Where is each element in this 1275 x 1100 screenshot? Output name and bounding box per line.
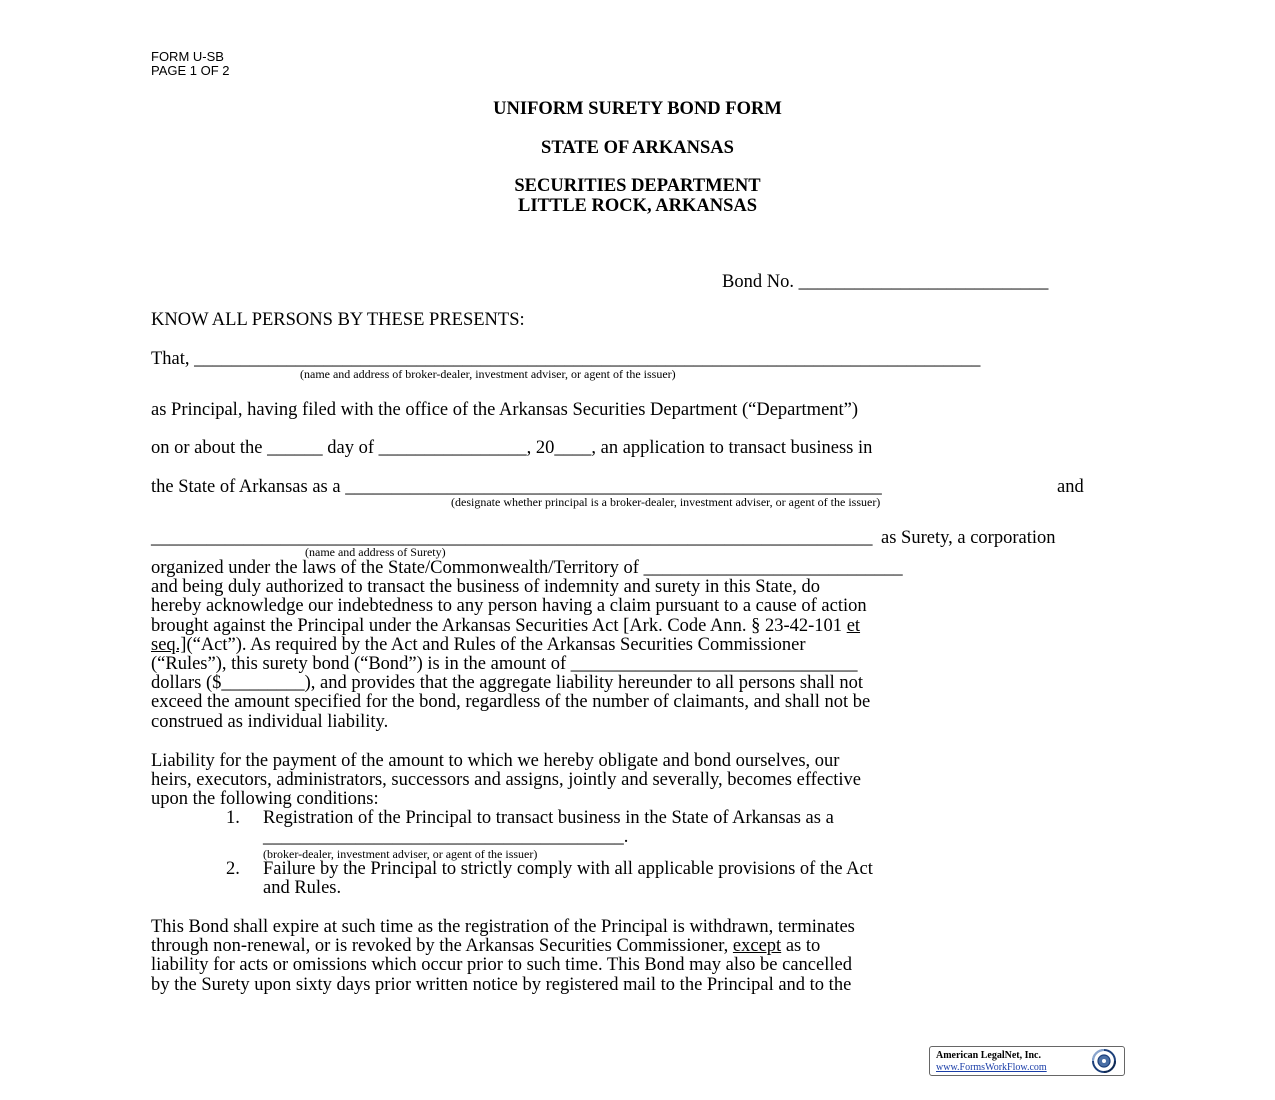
paragraph-line: exceed the amount specified for the bond, regardless of the number of claimants, and shall not be bbox=[151, 692, 871, 713]
city-title: LITTLE ROCK, ARKANSAS bbox=[517, 196, 758, 216]
condition-caption: (broker-dealer, investment adviser, or agent of the issuer) bbox=[263, 847, 538, 861]
paragraph-line: by the Surety upon sixty days prior written notice by registered mail to the Principal and to the bbox=[151, 974, 852, 995]
condition-text: Failure by the Principal to strictly comply with all applicable provisions of the Act bbox=[263, 859, 873, 879]
paragraph-line bbox=[151, 617, 1126, 636]
form-code: FORM U-SB bbox=[151, 49, 224, 64]
principal-name-caption: (name and address of broker-dealer, investment adviser, or agent of the issuer) bbox=[300, 367, 676, 381]
principal-type-field: the State of Arkansas as a __________________________________________________________ bbox=[151, 477, 882, 497]
page-number: PAGE 1 OF 2 bbox=[151, 63, 230, 78]
principal-type-caption: (designate whether principal is a broker-dealer, investment adviser, or agent of the issuer) bbox=[451, 495, 881, 509]
department-title: SECURITIES DEPARTMENT bbox=[514, 176, 761, 196]
paragraph-line: organized under the laws of the State/Commonwealth/Territory of ____________________________ bbox=[151, 558, 903, 578]
bond-number-field: Bond No. ___________________________ bbox=[722, 272, 1049, 292]
bond-terms-paragraph bbox=[151, 559, 1126, 732]
except-underlined: except bbox=[732, 936, 782, 957]
condition-number: 1. bbox=[226, 808, 240, 828]
application-date-line: on or about the ______ day of ________________, 20____, an application to transact business in bbox=[151, 438, 873, 458]
as-to-text: as to bbox=[781, 936, 821, 957]
paragraph-line: This Bond shall expire at such time as the registration of the Principal is withdrawn, terminates bbox=[151, 917, 855, 937]
surety-name-caption: (name and address of Surety) bbox=[305, 545, 446, 559]
condition-registration-field: _______________________________________. bbox=[263, 827, 629, 847]
state-title: STATE OF ARKANSAS bbox=[541, 138, 734, 158]
paragraph-line bbox=[151, 937, 1126, 956]
condition-text: and Rules. bbox=[263, 878, 342, 898]
condition-number: 2. bbox=[226, 859, 240, 879]
surety-label: as Surety, a corporation bbox=[881, 528, 1056, 548]
and-word: and bbox=[1057, 477, 1084, 497]
expiration-paragraph bbox=[151, 918, 1126, 995]
paragraph-line: and being duly authorized to transact the business of indemnity and surety in this State, do bbox=[151, 577, 820, 598]
paragraph-line: heirs, executors, administrators, successors and assigns, jointly and severally, becomes effective bbox=[151, 770, 861, 791]
liability-paragraph bbox=[151, 752, 1126, 810]
publisher-name: American LegalNet, Inc. bbox=[936, 1050, 1041, 1061]
paragraph-line: upon the following conditions: bbox=[151, 789, 379, 810]
act-citation-text: brought against the Principal under the Arkansas Securities Act [Ark. Code Ann. § 23-42-101 bbox=[151, 615, 847, 636]
paragraph-line: (“Rules”), this surety bond (“Bond”) is in the amount of _______________________________ bbox=[151, 653, 858, 674]
act-rules-text: (“Act”). As required by the Act and Rules of the Arkansas Securities Commissioner bbox=[186, 634, 806, 655]
seq-underlined: seq.] bbox=[151, 634, 187, 655]
principal-name-field: That, _____________________________________________________________________________________ bbox=[151, 349, 981, 369]
form-title: UNIFORM SURETY BOND FORM bbox=[493, 99, 782, 119]
know-all-persons: KNOW ALL PERSONS BY THESE PRESENTS: bbox=[151, 310, 525, 330]
paragraph-line: Liability for the payment of the amount to which we hereby obligate and bond ourselves, our bbox=[151, 751, 840, 771]
et-underlined: et bbox=[846, 615, 861, 636]
paragraph-line: hereby acknowledge our indebtedness to any person having a claim pursuant to a cause of action bbox=[151, 596, 867, 617]
publisher-logo-box bbox=[929, 1046, 1125, 1076]
publisher-url-link[interactable]: www.FormsWorkFlow.com bbox=[936, 1062, 1047, 1073]
condition-text: Registration of the Principal to transact business in the State of Arkansas as a bbox=[263, 808, 834, 828]
form-header bbox=[151, 50, 230, 78]
globe-icon bbox=[1087, 1048, 1121, 1074]
paragraph-line: construed as individual liability. bbox=[151, 711, 389, 732]
principal-filed-line: as Principal, having filed with the office of the Arkansas Securities Department (“Department”) bbox=[151, 400, 859, 420]
surety-name-field: ______________________________________________________________________________ bbox=[151, 528, 873, 548]
paragraph-line: liability for acts or omissions which occur prior to such time. This Bond may also be cancelled bbox=[151, 955, 852, 976]
paragraph-line bbox=[151, 636, 1126, 655]
revoked-text: through non-renewal, or is revoked by the Arkansas Securities Commissioner, bbox=[151, 936, 733, 957]
paragraph-line: dollars ($_________), and provides that the aggregate liability hereunder to all persons shall not bbox=[151, 673, 864, 694]
